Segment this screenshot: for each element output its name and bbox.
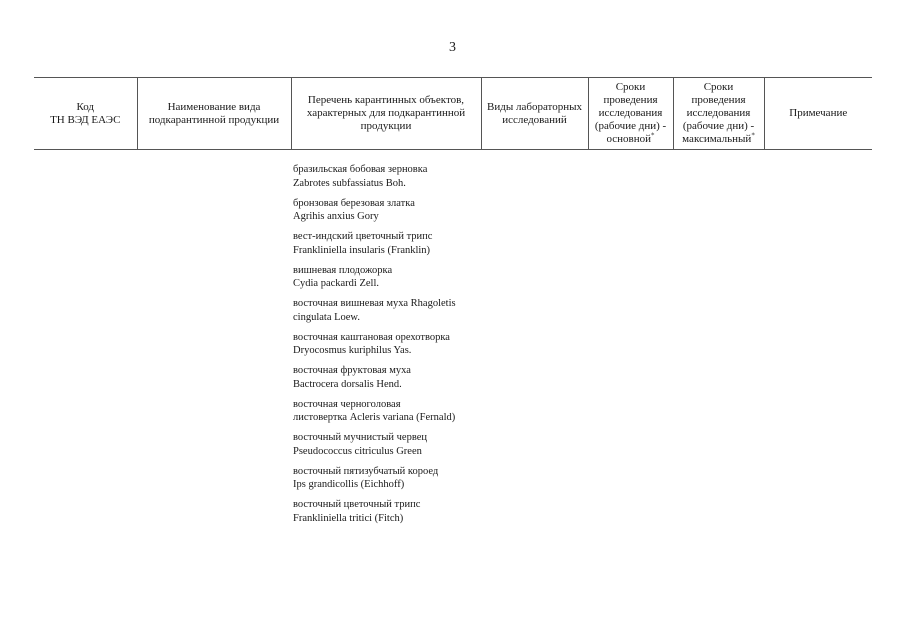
header-term-basic-footnote: *: [651, 131, 655, 140]
header-term-max: [673, 78, 764, 150]
header-term-basic-text: Сроки проведения исследования (рабочие дни) - основной: [594, 81, 667, 145]
list-item: [293, 431, 493, 458]
entry-common-name: вест-индский цветочный трипс: [293, 231, 433, 242]
header-term-max-footnote: *: [751, 131, 755, 140]
list-item: [293, 364, 493, 391]
header-term-basic: [588, 78, 673, 150]
table-header: [34, 77, 872, 150]
entry-common-name: вишневая плодожорка: [293, 264, 393, 276]
entry-common-name: восточный цветочный трипс: [293, 499, 421, 510]
entry-common-name: бразильская бобовая зерновка: [293, 164, 428, 175]
list-item: [293, 197, 493, 224]
entry-common-name: восточная черноголовая: [293, 398, 401, 410]
entry-latin-name: Pseudococcus citriculus Green: [293, 445, 422, 457]
entry-latin-name: листовертка Acleris variana (Fernald): [293, 412, 456, 423]
header-code-line1: Код: [76, 100, 95, 113]
header-code-line2: ТН ВЭД ЕАЭС: [50, 113, 121, 126]
list-item: [293, 264, 493, 291]
entry-latin-name: Agrihis anxius Gory: [293, 211, 379, 222]
entry-common-name: восточная фруктовая муха: [293, 365, 411, 376]
list-item: [293, 398, 493, 425]
entry-latin-name: Frankliniella tritici (Fitch): [293, 512, 404, 524]
entry-common-name: восточная вишневая муха Rhagoletis: [293, 298, 456, 309]
entry-latin-name: Ips grandicollis (Eichhoff): [293, 479, 405, 490]
entry-latin-name: Dryocosmus kuriphilus Yas.: [293, 345, 412, 356]
quarantine-object-list: [293, 163, 493, 532]
list-item: [293, 163, 493, 190]
entry-latin-name: Zabrotes subfassiatus Boh.: [293, 177, 406, 189]
header-code: [34, 78, 137, 150]
list-item: [293, 498, 493, 525]
list-item: [293, 230, 493, 257]
entry-latin-name: Frankliniella insularis (Franklin): [293, 244, 431, 256]
header-term-max-text: Сроки проведения исследования (рабочие дни) - максимальный: [682, 81, 755, 145]
list-item: [293, 465, 493, 492]
page-number: 3: [449, 40, 456, 55]
header-note: Примечание: [764, 78, 872, 150]
header-lab-research-types: Виды лабораторных исследований: [481, 78, 588, 150]
header-product-name: Наименование вида подкарантинной продукции: [137, 78, 291, 150]
header-quarantine-objects: Перечень карантинных объектов, характерных для подкарантинной продукции: [291, 78, 481, 150]
entry-latin-name: cingulata Loew.: [293, 311, 360, 323]
entry-common-name: восточная каштановая орехотворка: [293, 331, 450, 343]
entry-common-name: восточный пятизубчатый короед: [293, 465, 439, 477]
entry-common-name: бронзовая березовая златка: [293, 197, 415, 209]
list-item: [293, 297, 493, 324]
entry-common-name: восточный мучнистый червец: [293, 432, 428, 443]
entry-latin-name: Bactrocera dorsalis Hend.: [293, 378, 402, 390]
list-item: [293, 331, 493, 358]
entry-latin-name: Cydia packardi Zell.: [293, 278, 380, 289]
